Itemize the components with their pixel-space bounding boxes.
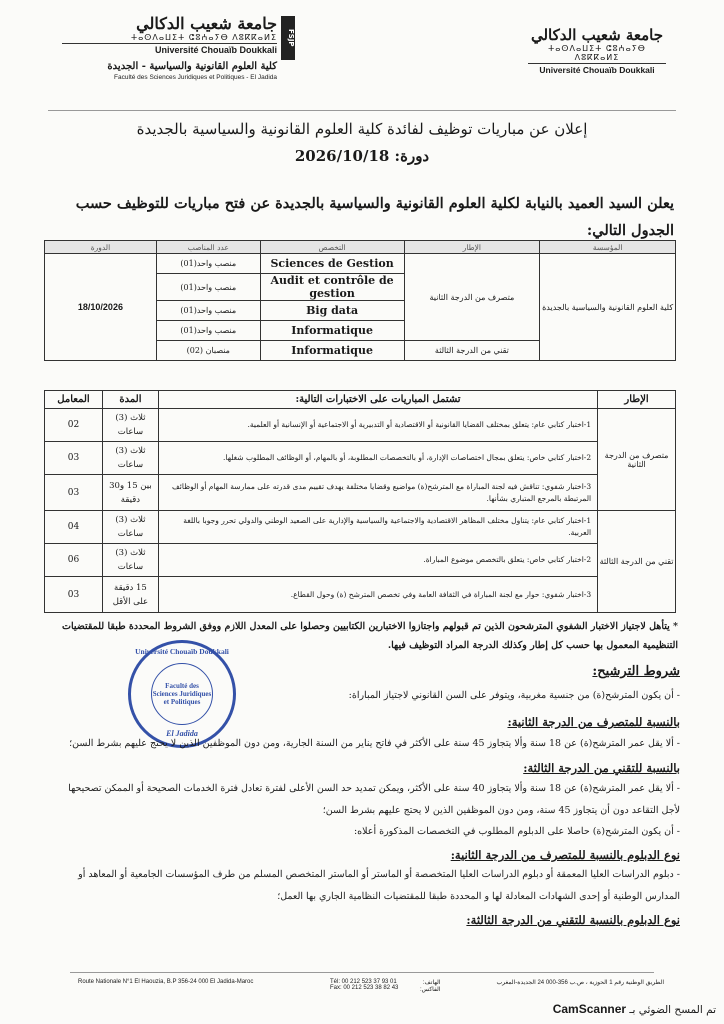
admin-age-heading: بالنسبة للمتصرف من الدرجة الثانية: (507, 715, 680, 729)
university-name-fr-right: Université Chouaïb Doukkali (528, 63, 666, 75)
university-name-ar-right: جامعة شعيب الدكالي (530, 26, 664, 44)
specialty-cell: Informatique (260, 341, 404, 361)
specialty-cell: Sciences de Gestion (260, 254, 404, 274)
table-row (45, 409, 676, 442)
stamp-ring-bottom: El Jadida (166, 729, 198, 738)
condition-diploma: - أن يكون المترشح(ة) حاصلا على الدبلوم المطلوب في التخصصات المذكورة أعلاه: (353, 826, 680, 837)
faculty-header (62, 14, 295, 81)
admin-age-condition: - ألا يقل عمر المترشح(ة) عن 18 سنة وألا يتجاوز 45 سنة على الأكثر في فاتح يناير من السنة الجارية، ومن دون الموظفين الذين لا يحتج عليهم بشرط السن؛ (69, 738, 680, 749)
table-row (45, 511, 676, 544)
header-institution: المؤسسة (540, 241, 676, 254)
footer-address-ar: الطريق الوطنية رقم 1 الحوزية ، ص.ب 356-000 24 الجديدة-المغرب (496, 980, 664, 986)
institution-cell: كلية العلوم القانونية والسياسية بالجديدة (540, 254, 676, 361)
admin-diploma-heading: نوع الدبلوم بالنسبة للمتصرف من الدرجة الثانية: (450, 848, 680, 862)
exam-cell: 1-اختبار كتابي عام: يتعلق بمختلف القضايا القانونية أو الاقتصادية أو التدبيرية أو الاجتماعية أو الإنسانية أو العلمية. (158, 409, 597, 442)
header-session: الدورة (45, 241, 157, 254)
tech-age-heading: بالنسبة للتقني من الدرجة الثالثة: (523, 761, 680, 775)
table-header-row (45, 241, 676, 254)
header-specialty: التخصص (260, 241, 404, 254)
grade-cell: تقني من الدرجة الثالثة (404, 341, 540, 361)
duration-cell: ثلاث (3) ساعات (102, 409, 158, 442)
coefficient-cell: 04 (45, 511, 103, 544)
table-row (45, 442, 676, 475)
coefficient-cell: 03 (45, 577, 103, 613)
faculty-name-fr: Faculté des Sciences Juridiques et Politiques - El Jadida (114, 74, 277, 81)
stamp-center: Faculté des Sciences Juridiques et Politiques (151, 663, 213, 725)
university-header (528, 26, 666, 75)
posts-cell: منصب واحد(01) (156, 254, 260, 274)
duration-cell: ثلاث (3) ساعات (102, 442, 158, 475)
tech-age-condition-1: - ألا يقل عمر المترشح(ة) عن 18 سنة وألا يتجاوز 40 سنة على الأكثر، ويمكن تمديد حد السن الأعلى لفترة تعادل فترة الخدمات الصحيحة أو الممكن تصحيحها (68, 783, 680, 794)
camscanner-watermark: تم المسح الضوئي بـ CamScanner (552, 1002, 716, 1016)
condition-nationality: - أن يكون المترشح(ة) من جنسية مغربية، ويتوفر على السن القانوني لاجتياز المباراة: (348, 690, 680, 701)
coefficient-cell: 03 (45, 475, 103, 511)
posts-cell: منصب واحد(01) (156, 274, 260, 301)
exam-cell: 2-اختبار كتابي خاص: يتعلق بمجال اختصاصات الإدارة، أو بالتخصصات المطلوبة، أو بالمهام، أو الوظائف المطلوب شغلها. (158, 442, 597, 475)
announcement-title: إعلان عن مباريات توظيف لفائدة كلية العلوم القانونية والسياسية بالجديدة (136, 120, 588, 138)
header-exams: تشتمل المباريات على الاختبارات التالية: (158, 391, 597, 409)
table-header-row (45, 391, 676, 409)
coefficient-cell: 02 (45, 409, 103, 442)
exam-cell: 1-اختبار كتابي عام: يتناول مختلف المظاهر الاقتصادية والاجتماعية والسياسية والإدارية على الصعيد الوطني والدولي تحرر وجوبا باللغة العربية. (158, 511, 597, 544)
specialty-cell: Audit et contrôle de gestion (260, 274, 404, 301)
exams-table (44, 390, 676, 613)
session-date: دورة: 2026/10/18 (294, 147, 430, 165)
specialty-cell: Informatique (260, 321, 404, 341)
tech-age-condition-2: لأجل التقاعد دون أن يتجاوز 45 سنة، ومن دون الموظفين الذين لا يحتج عليهم بشرط السن؛ (322, 805, 680, 816)
stamp-ring-top: Université Chouaïb Doukkali (135, 647, 229, 656)
duration-cell: ثلاث (3) ساعات (102, 544, 158, 577)
duration-cell: ثلاث (3) ساعات (102, 511, 158, 544)
header-grade: الإطار (404, 241, 540, 254)
grade-cell: متصرف من الدرجة الثانية (598, 409, 676, 511)
coefficient-cell: 06 (45, 544, 103, 577)
header-divider (48, 110, 676, 111)
coefficient-cell: 03 (45, 442, 103, 475)
university-name-amazigh-right: ⵜⴰⵙⴷⴰⵡⵉⵜ ⵛⵓⵄⴰⵢⴱ ⴷⵓⴽⴽⴰⵍⵉ (548, 44, 646, 62)
admin-diploma-1: - دبلوم الدراسات العليا المعمقة أو دبلوم الدراسات العليا المتخصصة أو الماستر أو الماستر المتخصص المسلم من طرف المؤسسات الجامعية أو المعاهد أو (78, 869, 680, 880)
posts-table (44, 240, 676, 361)
university-name-amazigh: ⵜⴰⵙⴷⴰⵡⵉⵜ ⵛⵓⵄⴰⵢⴱ ⴷⵓⴽⴽⴰⵍⵉ (130, 33, 277, 42)
admin-diploma-2: المدارس الوطنية أو إحدى الشهادات المعادلة لها و المحددة طبقا للمقتضيات النظامية الجاري بها العمل؛ (277, 891, 680, 902)
exam-cell: 2-اختبار كتابي خاص: يتعلق بالتخصص موضوع المباراة. (158, 544, 597, 577)
header-grade: الإطار (598, 391, 676, 409)
specialty-cell: Big data (260, 301, 404, 321)
posts-cell: منصب واحد(01) (156, 301, 260, 321)
tech-diploma-heading: نوع الدبلوم بالنسبة للتقني من الدرجة الثالثة: (466, 913, 680, 927)
footer-divider (70, 972, 654, 973)
table-row (45, 577, 676, 613)
footer-contacts: Tél: 00 212 523 37 93 01 Fax: 00 212 523 38 82 43 (330, 979, 399, 991)
exam-cell: 3-اختبار شفوي: تناقش فيه لجنة المباراة مع المترشح(ة) مواضيع وقضايا مختلفة يهدف تقييم مدى قدرته على ممارسة المهام أو الوظائف المرتبطة بالمرجع المتباري بشأنها. (158, 475, 597, 511)
exam-cell: 3-اختبار شفوي: حوار مع لجنة المباراة في الثقافة العامة وفي تخصص المترشح (ة) وحول القطاع. (158, 577, 597, 613)
session-cell: 18/10/2026 (45, 254, 157, 361)
table-row (45, 544, 676, 577)
fsjp-badge: FSJP (281, 16, 295, 60)
grade-cell: تقني من الدرجة الثالثة (598, 511, 676, 613)
table-row (45, 254, 676, 274)
header-duration: المدة (102, 391, 158, 409)
posts-cell: منصب واحد(01) (156, 321, 260, 341)
table-row (45, 475, 676, 511)
header-posts: عدد المناصب (156, 241, 260, 254)
university-name-ar: جامعة شعيب الدكالي (136, 14, 277, 33)
conditions-heading: شروط الترشيح: (592, 664, 680, 679)
grade-cell: متصرف من الدرجة الثانية (404, 254, 540, 341)
posts-cell: منصبان (02) (156, 341, 260, 361)
duration-cell: بين 15 و30 دقيقة (102, 475, 158, 511)
oral-exam-note: * يتأهل لاجتياز الاختبار الشفوي المترشحون الذين تم قبولهم واجتازوا الاختبارين الكتابيين وحصلوا على المعدل اللازم ووفق الشروط المحددة طبقا للمقتضيات التنظيمية المعمول بها حسب كل إطار وكذلك الدرجة المراد التوظيف فيها. (62, 621, 678, 651)
intro-paragraph: يعلن السيد العميد بالنيابة لكلية العلوم القانونية والسياسية بالجديدة عن فتح مباريات للتوظيف حسب الجدول التالي: (75, 195, 674, 239)
faculty-name-ar: كلية العلوم القانونية والسياسية - الجديدة (107, 61, 277, 72)
footer-address-fr: Route Nationale N°1 El Haouzia, B.P 356-24 000 El Jadida-Maroc (78, 979, 254, 985)
footer-contacts-ar: الهاتف: الفاكس: (420, 980, 441, 993)
header-coefficient: المعامل (45, 391, 103, 409)
university-name-fr: Université Chouaïb Doukkali (62, 43, 277, 55)
duration-cell: 15 دقيقة على الأقل (102, 577, 158, 613)
